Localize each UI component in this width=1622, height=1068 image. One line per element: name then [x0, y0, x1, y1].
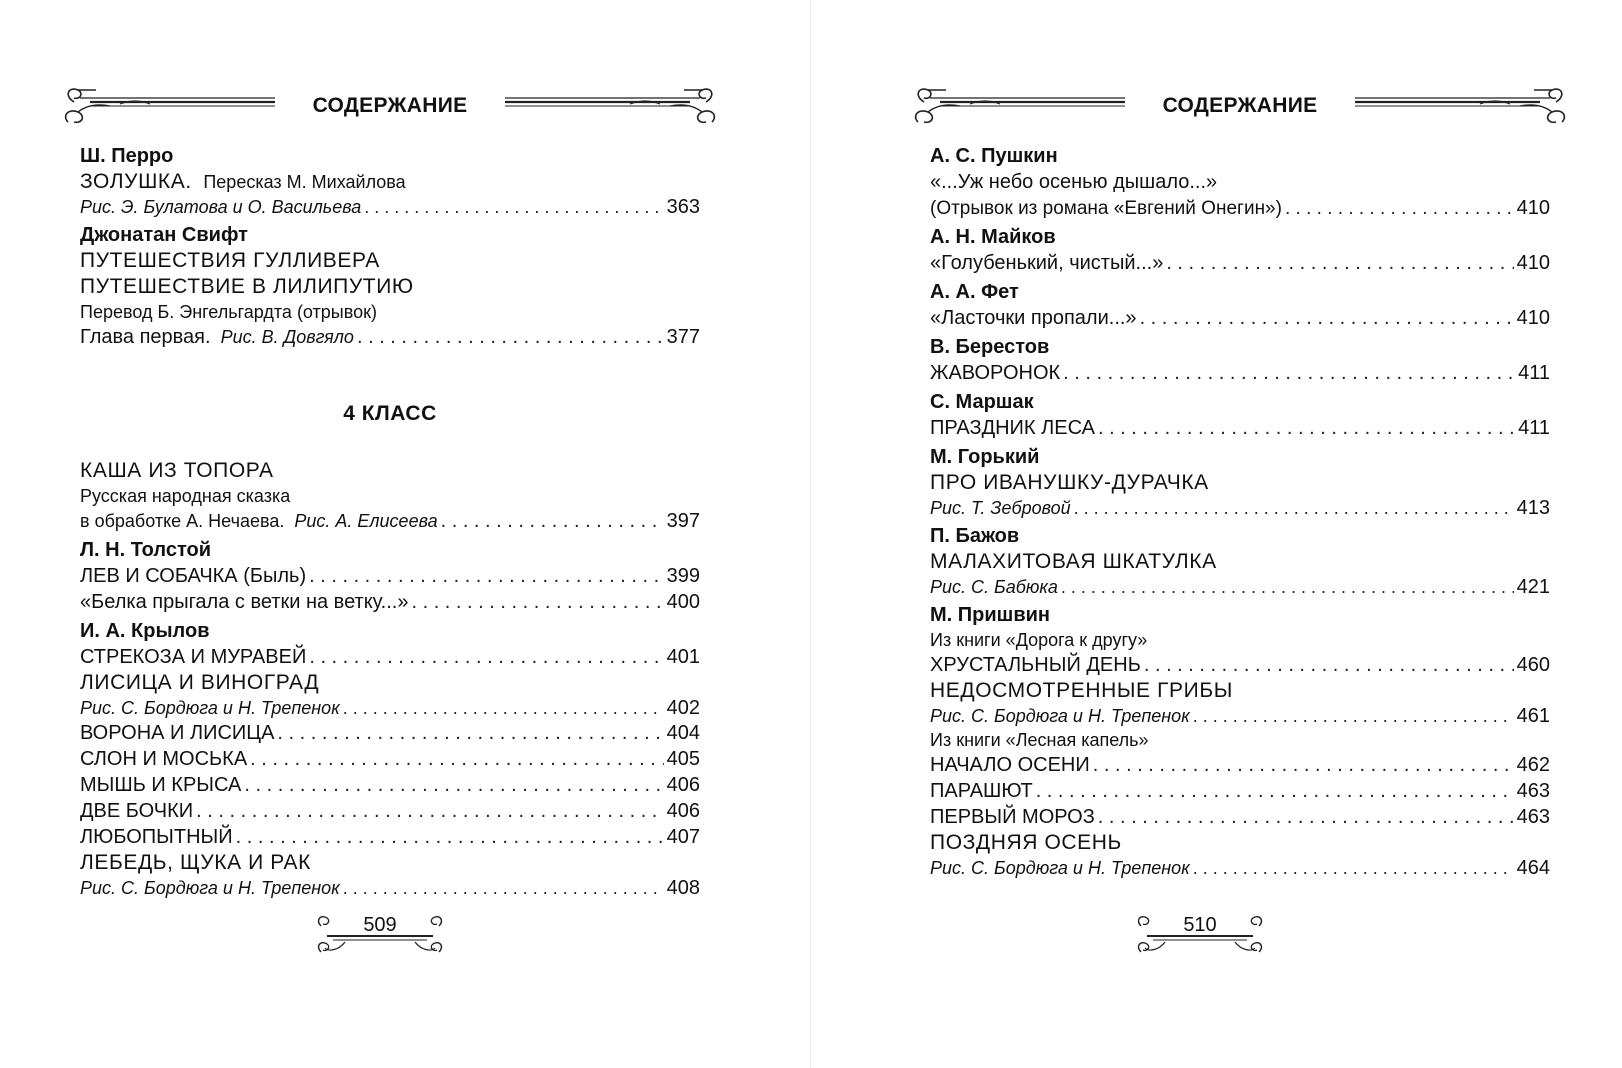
author-name: П. Бажов — [930, 525, 1020, 547]
page-ref: 460 — [1516, 654, 1550, 676]
list-item — [80, 195, 700, 219]
list-item — [80, 824, 700, 850]
dot-leader — [1098, 415, 1515, 441]
dot-leader — [1074, 496, 1514, 520]
entry-title: ЖАВОРОНОК — [930, 362, 1061, 384]
page-ref: 406 — [666, 774, 700, 796]
entry-title: ЛЕБЕДЬ, ЩУКА И РАК — [80, 851, 311, 874]
list-item — [930, 195, 1550, 221]
page-ref: 377 — [666, 326, 700, 348]
dot-leader — [1093, 752, 1514, 778]
dot-leader — [236, 824, 664, 850]
page-ref: 408 — [666, 877, 700, 899]
entry-title: МАЛАХИТОВАЯ ШКАТУЛКА — [930, 550, 1217, 573]
list-item — [80, 746, 700, 772]
author-name: А. А. Фет — [930, 281, 1019, 303]
page-ref: 462 — [1516, 754, 1550, 776]
dot-leader — [196, 798, 663, 824]
dot-leader — [1063, 360, 1515, 386]
page-ref: 410 — [1516, 307, 1550, 329]
page-ref: 405 — [666, 748, 700, 770]
entry-title: ПОЗДНЯЯ ОСЕНЬ — [930, 831, 1122, 854]
dot-leader — [1036, 778, 1514, 804]
page-title: СОДЕРЖАНИЕ — [312, 94, 468, 117]
list-item — [80, 798, 700, 824]
author-name: А. С. Пушкин — [930, 145, 1058, 167]
entry-title: СЛОН И МОСЬКА — [80, 748, 248, 770]
entry-title: ПУТЕШЕСТВИЯ ГУЛЛИВЕРА — [80, 249, 380, 272]
right-page-header — [910, 82, 1570, 134]
illustrator-credit: Рис. С. Бордюга и Н. Трепенок — [80, 878, 340, 898]
page-ref: 402 — [666, 697, 700, 719]
illustrator-credit: Рис. С. Бордюга и Н. Трепенок — [930, 706, 1190, 726]
illustrator-credit: Рис. Э. Булатова и О. Васильева — [80, 197, 362, 217]
entry-title: ЛЕВ И СОБАЧКА (Быль) — [80, 565, 307, 587]
entry-title: ПЕРВЫЙ МОРОЗ — [930, 806, 1095, 828]
page-number-block — [1135, 912, 1265, 972]
page-ref: 399 — [666, 565, 700, 587]
page-ref: 406 — [666, 800, 700, 822]
list-item — [930, 752, 1550, 778]
entry-text: Глава первая. — [80, 326, 211, 348]
page-number: 509 — [363, 914, 397, 936]
list-item — [80, 508, 700, 534]
dot-leader — [1193, 704, 1514, 728]
author-name: И. А. Крылов — [80, 620, 210, 642]
author-name: Ш. Перро — [80, 145, 174, 167]
list-item — [80, 720, 700, 746]
author-name: С. Маршак — [930, 391, 1034, 413]
dot-leader — [309, 644, 663, 670]
entry-title: КАША ИЗ ТОПОРА — [80, 459, 274, 482]
page-ref: 401 — [666, 646, 700, 668]
entry-text: в обработке А. Нечаева. — [80, 511, 285, 531]
page-ref: 411 — [1518, 417, 1550, 439]
dot-leader — [1193, 856, 1514, 880]
left-page-header — [60, 82, 720, 134]
author-name: А. Н. Майков — [930, 226, 1056, 248]
page-ref: 410 — [1516, 197, 1550, 219]
list-item — [930, 804, 1550, 830]
dot-leader — [277, 720, 663, 746]
illustrator-credit: Рис. С. Бордюга и Н. Трепенок — [930, 858, 1190, 878]
dot-leader — [1144, 652, 1514, 678]
entry-title: «Голубенький, чистый...» — [930, 252, 1164, 274]
list-item — [80, 772, 700, 798]
list-item — [930, 575, 1550, 599]
table-of-contents — [80, 143, 700, 900]
dot-leader — [1098, 804, 1514, 830]
list-item — [80, 169, 700, 195]
entry-title: «Ласточки пропали...» — [930, 307, 1137, 329]
list-item — [930, 496, 1550, 520]
table-of-contents — [930, 143, 1550, 880]
page-ref: 421 — [1516, 576, 1550, 598]
page-ref: 404 — [666, 722, 700, 744]
page-ref: 461 — [1516, 705, 1550, 727]
entry-title: ПАРАШЮТ — [930, 780, 1033, 802]
entry-title: ЛИСИЦА И ВИНОГРАД — [80, 671, 320, 694]
entry-note: Из книги «Дорога к другу» — [930, 630, 1148, 650]
list-item — [80, 563, 700, 589]
author-name: В. Берестов — [930, 336, 1050, 358]
page-ref: 400 — [666, 591, 700, 613]
entry-title: ДВЕ БОЧКИ — [80, 800, 194, 822]
illustrator-credit: Рис. Т. Зебровой — [930, 498, 1071, 518]
author-name: М. Горький — [930, 446, 1040, 468]
list-item — [930, 704, 1550, 728]
dot-leader — [1285, 196, 1514, 222]
dot-leader — [357, 324, 664, 350]
entry-title: ЛЮБОПЫТНЫЙ — [80, 826, 233, 848]
page-ref: 411 — [1518, 362, 1550, 384]
entry-title: НАЧАЛО ОСЕНИ — [930, 754, 1090, 776]
illustrator-credit: Рис. С. Бабюка — [930, 577, 1058, 597]
entry-title: ВОРОНА И ЛИСИЦА — [80, 722, 275, 744]
entry-note: Русская народная сказка — [80, 486, 291, 506]
list-item — [80, 696, 700, 720]
entry-title: ПРАЗДНИК ЛЕСА — [930, 417, 1095, 439]
page-ref: 410 — [1516, 252, 1550, 274]
dot-leader — [1166, 250, 1513, 276]
entry-title: НЕДОСМОТРЕННЫЕ ГРИБЫ — [930, 679, 1233, 702]
dot-leader — [364, 195, 663, 219]
dot-leader — [411, 589, 663, 615]
entry-title: «...Уж небо осенью дышало...» — [930, 171, 1218, 193]
list-item — [930, 415, 1550, 441]
entry-note: Пересказ М. Михайлова — [203, 172, 406, 192]
dot-leader — [244, 772, 663, 798]
dot-leader — [250, 746, 663, 772]
page-ref: 463 — [1516, 780, 1550, 802]
page-ref: 363 — [666, 196, 700, 218]
illustrator-credit: Рис. А. Елисеева — [294, 511, 438, 531]
illustrator-credit: Рис. С. Бордюга и Н. Трепенок — [80, 698, 340, 718]
entry-note: Из книги «Лесная капель» — [930, 730, 1149, 750]
list-item — [930, 250, 1550, 276]
list-item — [930, 652, 1550, 678]
page-ref: 463 — [1516, 806, 1550, 828]
page-ref: 413 — [1516, 497, 1550, 519]
entry-title: ПУТЕШЕСТВИЕ В ЛИЛИПУТИЮ — [80, 275, 414, 298]
entry-title: «Белка прыгала с ветки на ветку...» — [80, 591, 409, 613]
entry-title: (Отрывок из романа «Евгений Онегин») — [930, 198, 1282, 219]
entry-title: ХРУСТАЛЬНЫЙ ДЕНЬ — [930, 654, 1141, 676]
page-ref: 407 — [666, 826, 700, 848]
author-name: Л. Н. Толстой — [80, 539, 211, 561]
entry-note: Перевод Б. Энгельгардта (отрывок) — [80, 302, 377, 322]
list-item — [80, 324, 700, 350]
ornament-right-icon — [1350, 82, 1570, 134]
author-name: Джонатан Свифт — [80, 224, 248, 246]
page-title: СОДЕРЖАНИЕ — [1162, 94, 1318, 117]
list-item — [930, 778, 1550, 804]
list-item — [80, 876, 700, 900]
page-gutter — [810, 0, 811, 1068]
dot-leader — [1061, 575, 1514, 599]
section-heading: 4 КЛАСС — [343, 402, 437, 425]
list-item — [80, 644, 700, 670]
list-item — [930, 856, 1550, 880]
dot-leader — [1140, 305, 1514, 331]
list-item — [930, 305, 1550, 331]
dot-leader — [309, 563, 664, 589]
author-name: М. Пришвин — [930, 604, 1050, 626]
list-item — [80, 589, 700, 615]
left-page — [60, 0, 720, 1068]
ornament-right-icon — [500, 82, 720, 134]
page-number: 510 — [1183, 914, 1217, 936]
dot-leader — [441, 508, 664, 534]
page-ref: 397 — [666, 510, 700, 532]
list-item — [930, 360, 1550, 386]
dot-leader — [343, 696, 664, 720]
entry-title: ПРО ИВАНУШКУ-ДУРАЧКА — [930, 471, 1209, 494]
page-ref: 464 — [1516, 857, 1550, 879]
entry-title: ЗОЛУШКА. — [80, 170, 192, 193]
page-number-block — [315, 912, 445, 972]
entry-title: СТРЕКОЗА И МУРАВЕЙ — [80, 646, 307, 668]
right-page — [910, 0, 1570, 1068]
dot-leader — [343, 876, 664, 900]
illustrator-credit: Рис. В. Довгяло — [220, 327, 354, 347]
entry-title: МЫШЬ И КРЫСА — [80, 774, 242, 796]
